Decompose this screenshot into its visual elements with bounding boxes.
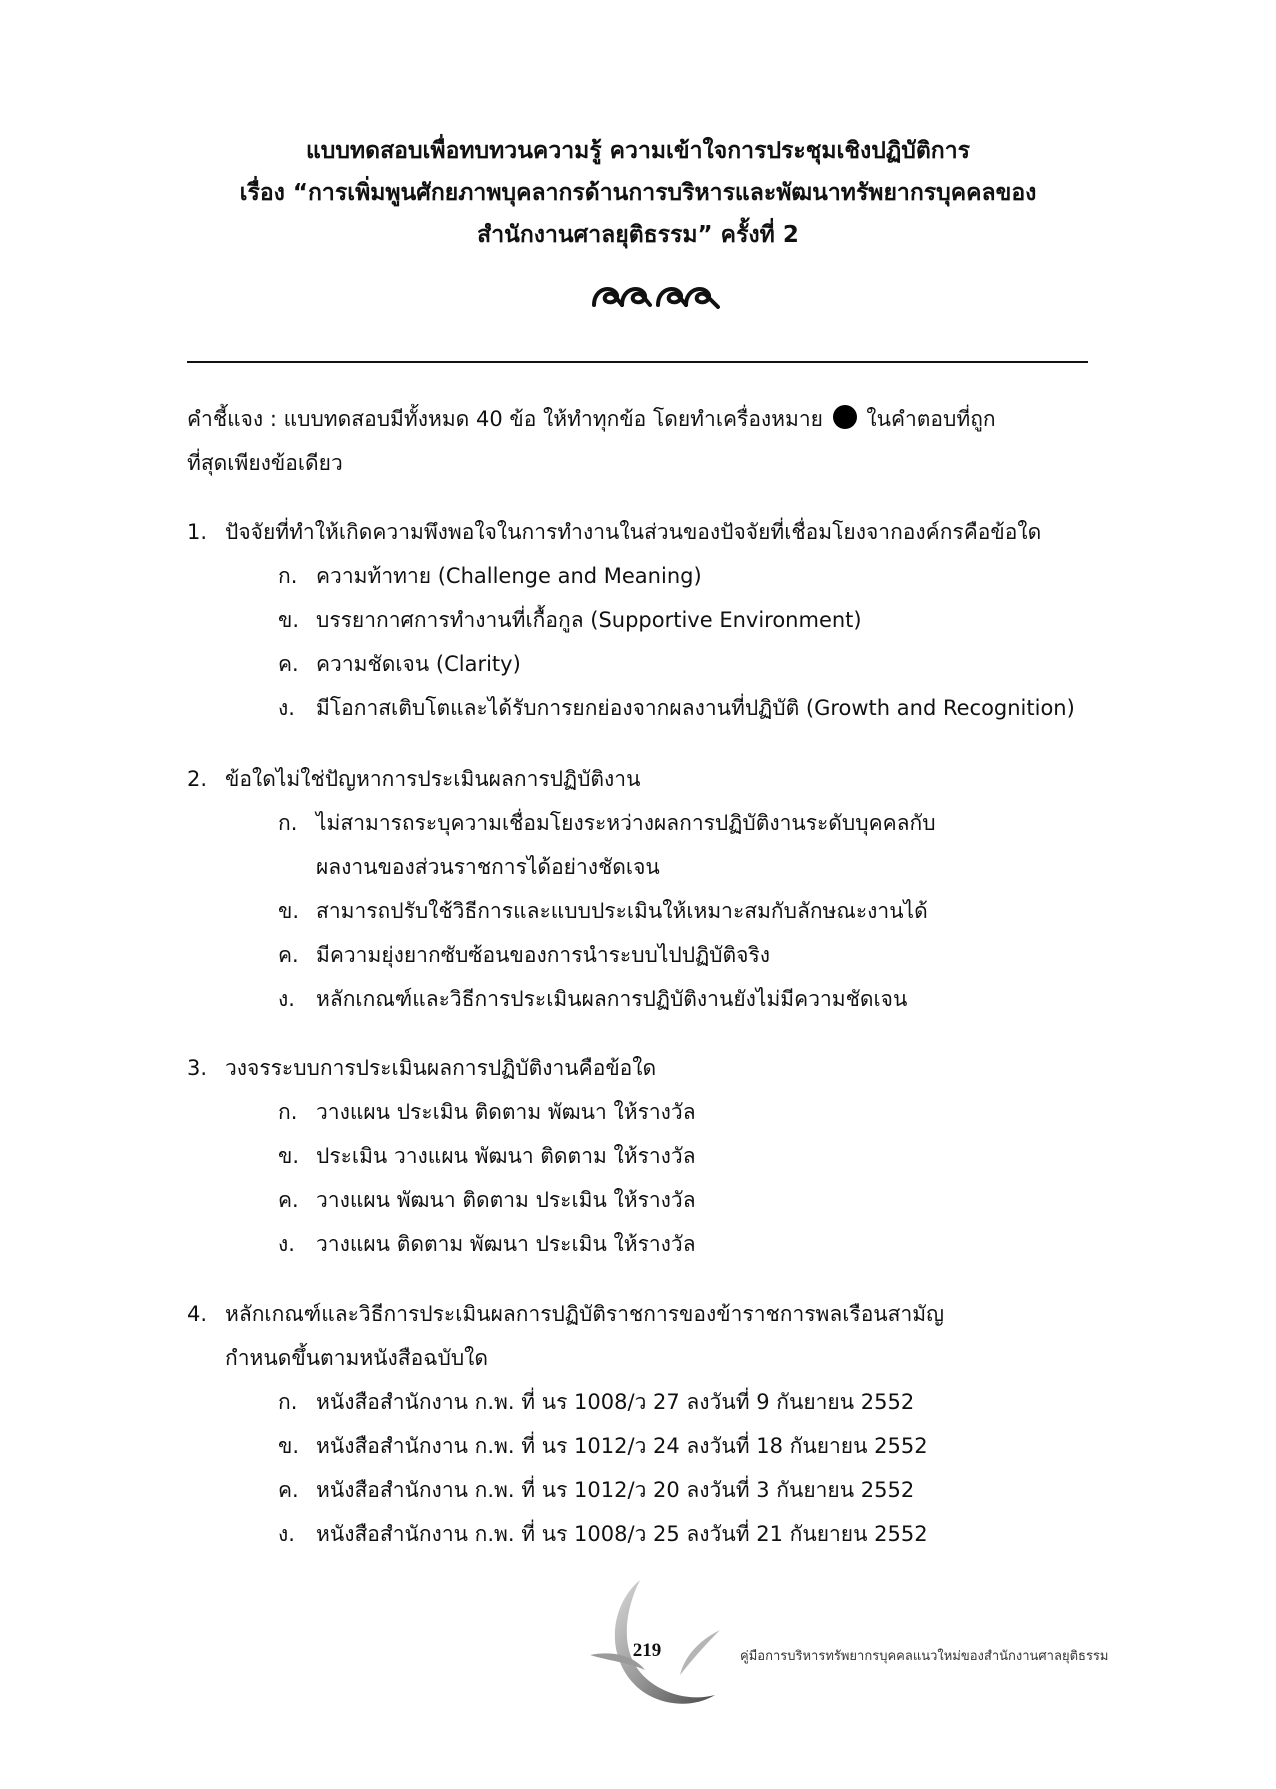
option-text: ความท้าทาย (Challenge and Meaning) — [316, 564, 702, 588]
question-2 — [187, 757, 1137, 1021]
instructions-line-1 — [187, 397, 1107, 441]
option-letter: ง. — [278, 987, 295, 1011]
horizontal-divider — [187, 361, 1088, 363]
option-letter: ข. — [278, 1434, 300, 1458]
option-text: วางแผน พัฒนา ติดตาม ประเมิน ให้รางวัล — [316, 1188, 696, 1212]
option-text: บรรยากาศการทำงานที่เกื้อกูล (Supportive Environment) — [316, 608, 862, 632]
option-letter: ค. — [278, 1478, 299, 1502]
option-d — [187, 977, 1137, 1021]
question-number: 2. — [187, 767, 208, 791]
option-text: มีโอกาสเติบโตและได้รับการยกย่องจากผลงานที่ปฏิบัติ (Growth and Recognition) — [316, 696, 1075, 720]
option-b — [187, 598, 1137, 642]
option-c — [187, 642, 1137, 686]
option-letter: ค. — [278, 652, 299, 676]
question-text: วงจรระบบการประเมินผลการปฏิบัติงานคือข้อใด — [225, 1056, 657, 1080]
option-b — [187, 1424, 1137, 1468]
question-3 — [187, 1046, 1137, 1266]
question-stem — [187, 757, 1137, 801]
option-text: สามารถปรับใช้วิธีการและแบบประเมินให้เหมาะสมกับลักษณะงานได้ — [316, 899, 928, 923]
option-a — [187, 1090, 1137, 1134]
instructions — [187, 397, 1107, 485]
question-text: ข้อใดไม่ใช่ปัญหาการประเมินผลการปฏิบัติงาน — [225, 767, 641, 791]
option-d — [187, 1512, 1137, 1556]
option-letter: ง. — [278, 1522, 295, 1546]
instructions-part-1: คำชี้แจง : แบบทดสอบมีทั้งหมด 40 ข้อ ให้ทำทุกข้อ โดยทำเครื่องหมาย — [187, 407, 823, 431]
option-a — [187, 1380, 1137, 1424]
instructions-part-2: ในคำตอบที่ถูก — [866, 407, 996, 431]
question-text: ปัจจัยที่ทำให้เกิดความพึงพอใจในการทำงานในส่วนของปัจจัยที่เชื่อมโยงจากองค์กรคือข้อใด — [225, 520, 1042, 544]
option-text: ความชัดเจน (Clarity) — [316, 652, 521, 676]
question-stem — [187, 510, 1137, 554]
question-stem — [187, 1292, 1137, 1336]
question-number: 4. — [187, 1302, 208, 1326]
decorative-ornament — [588, 275, 728, 315]
option-d — [187, 1222, 1137, 1266]
option-letter: ก. — [278, 1390, 298, 1414]
option-text: ไม่สามารถระบุความเชื่อมโยงระหว่างผลการปฏิบัติงานระดับบุคคลกับ — [316, 811, 936, 835]
title-line-2: เรื่อง “การเพิ่มพูนศักยภาพบุคลากรด้านการบริหารและพัฒนาทรัพยากรบุคคลของ — [239, 180, 1037, 206]
title-line-3: สำนักงานศาลยุติธรรม” ครั้งที่ 2 — [477, 222, 799, 248]
option-b — [187, 1134, 1137, 1178]
option-text: วางแผน ประเมิน ติดตาม พัฒนา ให้รางวัล — [316, 1100, 696, 1124]
option-c — [187, 1178, 1137, 1222]
option-text: หนังสือสำนักงาน ก.พ. ที่ นร 1008/ว 27 ลงวันที่ 9 กันยายน 2552 — [316, 1390, 915, 1414]
option-a — [187, 801, 1137, 845]
footer-book-title: คู่มือการบริหารทรัพยากรบุคคลแนวใหม่ของสำนักงานศาลยุติธรรม — [740, 1649, 1109, 1664]
question-1 — [187, 510, 1137, 730]
option-letter: ข. — [278, 608, 300, 632]
option-letter: ข. — [278, 1144, 300, 1168]
option-text: มีความยุ่งยากซับซ้อนของการนำระบบไปปฏิบัติจริง — [316, 943, 770, 967]
option-c — [187, 933, 1137, 977]
question-4 — [187, 1292, 1137, 1556]
option-text: หลักเกณฑ์และวิธีการประเมินผลการปฏิบัติงานยังไม่มีความชัดเจน — [316, 987, 908, 1011]
option-letter: ก. — [278, 811, 298, 835]
question-text: หลักเกณฑ์และวิธีการประเมินผลการปฏิบัติราชการของข้าราชการพลเรือนสามัญ — [225, 1302, 945, 1326]
option-letter: ง. — [278, 696, 295, 720]
option-d — [187, 686, 1137, 730]
document-title — [150, 130, 1126, 256]
option-text: ประเมิน วางแผน พัฒนา ติดตาม ให้รางวัล — [316, 1144, 696, 1168]
option-b — [187, 889, 1137, 933]
option-letter: ก. — [278, 564, 298, 588]
instructions-line-2: ที่สุดเพียงข้อเดียว — [187, 451, 343, 475]
option-letter: ง. — [278, 1232, 295, 1256]
question-number: 1. — [187, 520, 208, 544]
option-a-continuation: ผลงานของส่วนราชการได้อย่างชัดเจน — [316, 855, 660, 879]
option-text: วางแผน ติดตาม พัฒนา ประเมิน ให้รางวัล — [316, 1232, 696, 1256]
title-line-1: แบบทดสอบเพื่อทบทวนความรู้ ความเข้าใจการประชุมเชิงปฏิบัติการ — [305, 138, 971, 164]
question-number: 3. — [187, 1056, 208, 1080]
option-letter: ข. — [278, 899, 300, 923]
question-text-continuation: กำหนดขึ้นตามหนังสือฉบับใด — [225, 1346, 489, 1370]
option-text: หนังสือสำนักงาน ก.พ. ที่ นร 1012/ว 24 ลงวันที่ 18 กันยายน 2552 — [316, 1434, 928, 1458]
option-a — [187, 554, 1137, 598]
option-text: หนังสือสำนักงาน ก.พ. ที่ นร 1008/ว 25 ลงวันที่ 21 กันยายน 2552 — [316, 1522, 928, 1546]
page-number: 219 — [632, 1640, 662, 1661]
option-text: หนังสือสำนักงาน ก.พ. ที่ นร 1012/ว 20 ลงวันที่ 3 กันยายน 2552 — [316, 1478, 915, 1502]
filled-circle-icon — [833, 405, 857, 429]
option-letter: ค. — [278, 1188, 299, 1212]
option-c — [187, 1468, 1137, 1512]
option-letter: ค. — [278, 943, 299, 967]
question-stem — [187, 1046, 1137, 1090]
option-letter: ก. — [278, 1100, 298, 1124]
